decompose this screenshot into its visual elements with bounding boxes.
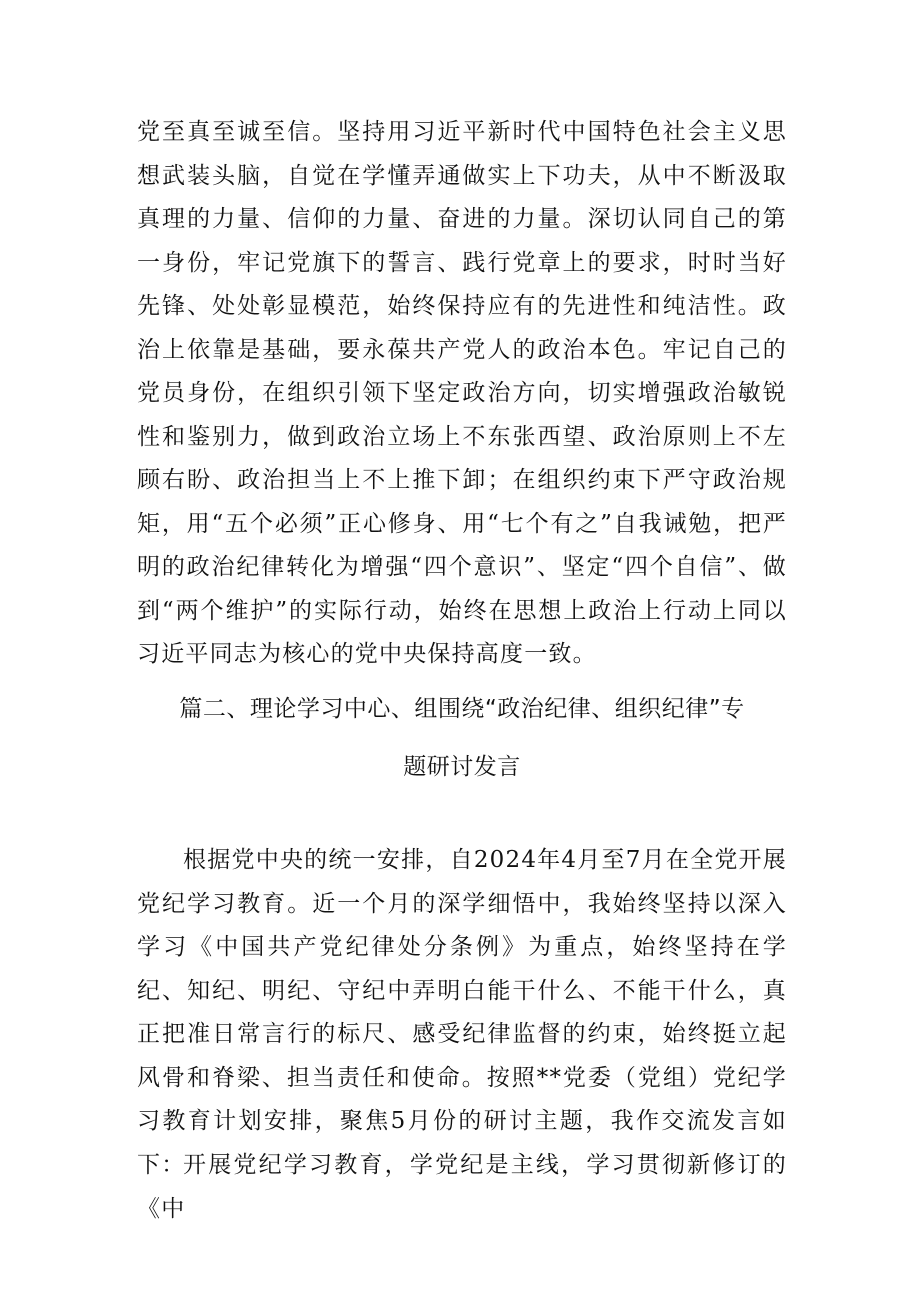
body-paragraph-2: 根据党中央的统一安排，自2024年4月至7月在全党开展党纪学习教育。近一个月的深学细悟中，我始终坚持以深入学习《中国共产党纪律处分条例》为重点，始终坚持在学纪、知纪、明纪、守纪中弄明白能干什么、不能干什么，真正把准日常言行的标尺、感受纪律监督的约束，始终挺立起风骨和脊梁、担当责任和使命。按照**党委（党组）党纪学习教育计划安排，聚焦5月份的研讨主题，我作交流发言如下：	[137, 847, 787, 1178]
section-heading	[137, 680, 787, 796]
section-heading-line-2: 题研讨发言	[403, 754, 521, 780]
body-paragraph-3: 开展党纪学习教育，学党纪是主线，学习贯彻新修订的《中	[137, 1152, 787, 1222]
section-heading-line-1: 篇二、理论学习中心、组围绕“政治纪律、组织纪律”专	[179, 696, 745, 722]
body-paragraph-1: 党至真至诚至信。坚持用习近平新时代中国特色社会主义思想武装头脑，自觉在学懂弄通做实上下功夫，从中不断汲取真理的力量、信仰的力量、奋进的力量。深切认同自己的第一身份，牢记党旗下的誓言、践行党章上的要求，时时当好先锋、处处彰显模范，始终保持应有的先进性和纯洁性。政治上依靠是基础，要永葆共产党人的政治本色。牢记自己的党员身份，在组织引领下坚定政治方向，切实增强政治敏锐性和鉴别力，做到政治立场上不东张西望、政治原则上不左顾右盼、政治担当上不上推下卸；在组织约束下严守政治规矩，用“五个必须”正心修身、用“七个有之”自我诫勉，把严明的政治纪律转化为增强“四个意识”、坚定“四个自信”、做到“两个维护”的实际行动，始终在思想上政治上行动上同以习近平同志为核心的党中央保持高度一致。	[137, 119, 787, 667]
